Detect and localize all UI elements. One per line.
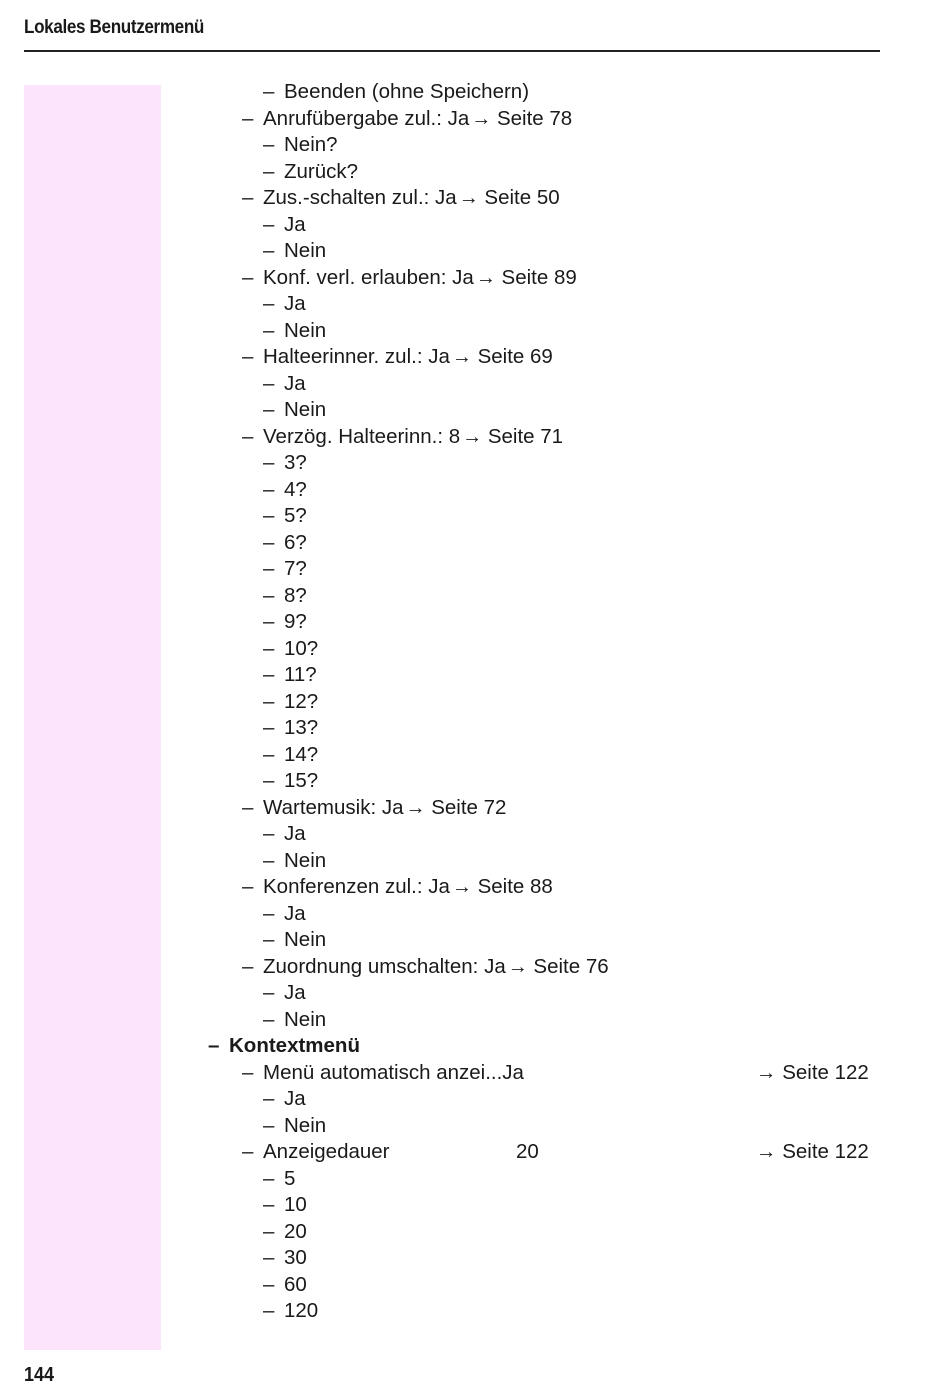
menu-label: Ja [284, 822, 306, 845]
menu-option [263, 238, 326, 264]
bullet-dash: – [263, 451, 275, 474]
bullet-dash: – [242, 795, 254, 819]
menu-option [263, 503, 307, 529]
arrow-right-icon: → [507, 955, 528, 978]
menu-label: 60 [284, 1272, 307, 1296]
menu-label: Verzög. Halteerinn.: 8 [263, 424, 461, 448]
bullet-dash: – [263, 1166, 275, 1190]
bullet-dash: – [263, 1299, 275, 1322]
menu-label: Zurück? [284, 159, 359, 183]
menu-label: 20 [284, 1219, 307, 1243]
bullet-dash: – [263, 1219, 275, 1243]
menu-option [263, 1245, 307, 1271]
bullet-dash: – [242, 875, 254, 898]
bullet-dash: – [263, 848, 275, 872]
bullet-dash: – [263, 159, 275, 183]
bullet-dash: – [263, 212, 275, 236]
menu-option [263, 980, 306, 1006]
bullet-dash: – [263, 928, 275, 951]
menu-label: 8? [284, 583, 307, 607]
bullet-dash: – [263, 610, 275, 633]
menu-label: 5 [284, 1166, 296, 1190]
menu-option [263, 1219, 307, 1245]
bullet-dash: – [263, 504, 275, 527]
menu-option [263, 530, 307, 556]
menu-label: Ja [284, 1087, 306, 1110]
menu-option [263, 291, 306, 317]
menu-item [242, 185, 560, 211]
menu-option [263, 927, 326, 953]
menu-section-heading [208, 1033, 360, 1059]
menu-item [242, 106, 572, 132]
bullet-dash: – [263, 398, 275, 421]
menu-label: Halteerinner. zul.: Ja [263, 345, 450, 368]
arrow-right-icon: → [475, 266, 496, 289]
menu-option [263, 477, 307, 503]
page-reference[interactable]: Seite 78 [491, 106, 573, 130]
bullet-dash: – [242, 1140, 254, 1163]
bullet-dash: – [263, 80, 275, 103]
menu-item [242, 795, 506, 821]
menu-label: Nein? [284, 133, 338, 156]
bullet-dash: – [263, 742, 275, 766]
bullet-dash: – [242, 954, 254, 978]
arrow-right-icon: → [451, 346, 472, 368]
bullet-dash: – [263, 1193, 275, 1216]
menu-item [242, 1139, 390, 1165]
bullet-dash: – [263, 1007, 275, 1031]
bullet-dash: – [263, 239, 275, 262]
page-reference[interactable]: Seite 76 [527, 954, 609, 978]
bullet-dash: – [263, 769, 275, 792]
bullet-dash: – [242, 186, 254, 209]
page-reference[interactable] [756, 1139, 869, 1165]
bullet-dash: – [263, 901, 275, 925]
bullet-dash: – [263, 1087, 275, 1110]
page-reference[interactable] [756, 1060, 869, 1086]
menu-option [263, 715, 318, 741]
page-reference[interactable]: Seite 89 [495, 265, 577, 289]
bullet-dash: – [242, 345, 254, 368]
menu-label: 14? [284, 742, 319, 766]
menu-option [263, 609, 307, 635]
bullet-dash: – [263, 636, 275, 660]
menu-option [263, 848, 326, 874]
menu-label: 10? [284, 636, 319, 660]
menu-option [263, 397, 326, 423]
menu-option [263, 1298, 318, 1324]
menu-label: 4? [284, 477, 307, 501]
menu-label: Ja [284, 212, 306, 236]
setting-value: 20 [516, 1140, 539, 1163]
bullet-dash: – [242, 106, 254, 130]
menu-option [263, 1272, 307, 1298]
bullet-dash: – [263, 822, 275, 845]
bullet-dash: – [242, 424, 254, 448]
bullet-dash: – [263, 292, 275, 315]
menu-option [263, 556, 307, 582]
menu-label: Nein [284, 318, 327, 342]
menu-item [242, 265, 577, 291]
arrow-right-icon: → [756, 1140, 783, 1163]
menu-label: 3? [284, 451, 307, 474]
menu-label: Konferenzen zul.: Ja [263, 875, 450, 898]
menu-label: 10 [284, 1193, 307, 1216]
bullet-dash: – [263, 557, 275, 580]
menu-item [242, 874, 553, 900]
bullet-dash: – [263, 1113, 275, 1137]
menu-option [263, 1086, 306, 1112]
menu-option [263, 821, 306, 847]
menu-item [242, 954, 609, 980]
menu-item [242, 1060, 524, 1086]
menu-label: Nein [284, 1113, 327, 1137]
bullet-dash: – [263, 663, 275, 686]
page-reference-label: Seite 122 [782, 1140, 869, 1163]
menu-option [263, 1166, 295, 1192]
bullet-dash: – [263, 371, 275, 395]
page-header-title: Lokales Benutzermenü [24, 17, 204, 38]
bullet-dash: – [208, 1034, 220, 1057]
menu-option [263, 1113, 326, 1139]
menu-label: Nein [284, 928, 327, 951]
page-reference-label: Seite 122 [782, 1060, 869, 1084]
menu-label: 11? [284, 663, 317, 686]
bullet-dash: – [263, 1272, 275, 1296]
menu-option [263, 132, 338, 158]
page-reference[interactable]: Seite 88 [471, 875, 553, 898]
menu-label: Zus.-schalten zul.: Ja [263, 186, 457, 209]
menu-label: 12? [284, 689, 319, 713]
menu-label: Anzeigedauer [263, 1140, 390, 1163]
menu-option [263, 159, 358, 185]
menu-item [242, 424, 563, 450]
menu-label: 30 [284, 1246, 307, 1269]
arrow-right-icon: → [405, 796, 426, 819]
menu-option [263, 79, 529, 105]
menu-option [263, 212, 306, 238]
bullet-dash: – [263, 318, 275, 342]
menu-option [263, 901, 306, 927]
menu-label: Menü automatisch anzei...Ja [263, 1060, 524, 1084]
arrow-right-icon: → [451, 876, 472, 898]
menu-option [263, 768, 318, 794]
arrow-right-icon: → [462, 425, 483, 448]
menu-item [242, 344, 553, 370]
menu-label: Nein [284, 239, 327, 262]
menu-label: Ja [284, 901, 306, 925]
menu-option [263, 742, 318, 768]
bullet-dash: – [263, 981, 275, 1004]
menu-option [263, 636, 318, 662]
menu-label: 15? [284, 769, 319, 792]
bullet-dash: – [263, 716, 275, 739]
menu-label: Nein [284, 1007, 327, 1031]
menu-label: Nein [284, 848, 327, 872]
menu-option [263, 662, 317, 688]
menu-label: Kontextmenü [229, 1034, 360, 1057]
bullet-dash: – [242, 265, 254, 289]
menu-label: 13? [284, 716, 319, 739]
menu-label: Ja [284, 371, 306, 395]
bullet-dash: – [263, 583, 275, 607]
menu-label: Anrufübergabe zul.: Ja [263, 106, 470, 130]
menu-label: Zuordnung umschalten: Ja [263, 954, 506, 978]
page-reference[interactable]: Seite 50 [478, 186, 560, 209]
menu-label: 120 [284, 1299, 319, 1322]
menu-label: Beenden (ohne Speichern) [284, 80, 530, 103]
menu-label: Ja [284, 292, 306, 315]
bullet-dash: – [263, 1246, 275, 1269]
menu-label: Wartemusik: Ja [263, 795, 404, 819]
menu-option [263, 371, 306, 397]
menu-label: 7? [284, 557, 307, 580]
menu-label: 6? [284, 530, 307, 554]
bullet-dash: – [263, 689, 275, 713]
page-reference[interactable]: Seite 72 [425, 795, 507, 819]
arrow-right-icon: → [471, 107, 492, 130]
menu-label: Nein [284, 398, 327, 421]
menu-option [263, 1007, 326, 1033]
menu-label: 5? [284, 504, 307, 527]
arrow-right-icon: → [756, 1060, 783, 1084]
menu-option [263, 1192, 307, 1218]
menu-label: 9? [284, 610, 307, 633]
menu-label: Konf. verl. erlauben: Ja [263, 265, 474, 289]
menu-label: Ja [284, 981, 306, 1004]
bullet-dash: – [263, 530, 275, 554]
page-reference[interactable]: Seite 71 [482, 424, 564, 448]
menu-option [263, 689, 318, 715]
menu-option [263, 318, 326, 344]
page-reference[interactable]: Seite 69 [471, 345, 553, 368]
arrow-right-icon: → [458, 187, 479, 209]
bullet-dash: – [263, 133, 275, 156]
menu-option [263, 583, 307, 609]
bullet-dash: – [263, 477, 275, 501]
page-number: 144 [24, 1364, 55, 1386]
bullet-dash: – [242, 1060, 254, 1084]
menu-option [263, 450, 307, 476]
